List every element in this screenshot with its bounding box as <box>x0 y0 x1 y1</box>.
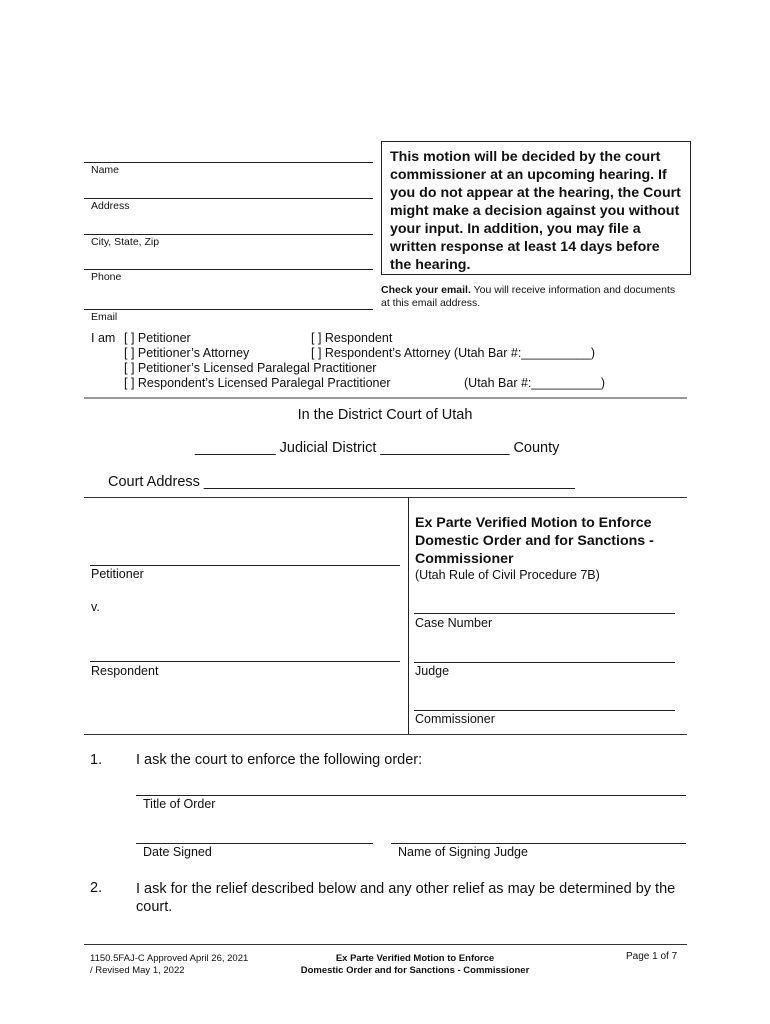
caption-bottom-border <box>84 734 687 735</box>
phone-label: Phone <box>91 271 122 283</box>
signing-judge-label: Name of Signing Judge <box>398 845 528 859</box>
rule-label: (Utah Rule of Civil Procedure 7B) <box>415 568 600 582</box>
checkbox-petitioner[interactable]: [ ] Petitioner <box>124 331 191 345</box>
checkbox-respondent-attorney[interactable]: [ ] Respondent’s Attorney (Utah Bar #:__________) <box>311 346 595 360</box>
commissioner-label: Commissioner <box>415 712 495 726</box>
item-2-text: I ask for the relief described below and any other relief as may be determined by the court. <box>136 881 676 915</box>
footer-page-number: Page 1 of 7 <box>626 951 678 962</box>
i-am-label: I am <box>91 331 116 345</box>
email-line[interactable] <box>84 309 373 310</box>
address-label: Address <box>91 200 130 212</box>
phone-line[interactable] <box>84 269 373 270</box>
motion-title: Ex Parte Verified Motion to Enforce Domestic Order and for Sanctions - Commissioner <box>415 515 654 567</box>
date-signed-label: Date Signed <box>143 845 212 859</box>
item-2-number: 2. <box>90 880 103 896</box>
signing-judge-line[interactable] <box>391 843 686 844</box>
judge-line[interactable] <box>414 662 675 663</box>
footer-revised: / Revised May 1, 2022 <box>90 965 185 976</box>
address-line[interactable] <box>84 198 373 199</box>
versus-label: v. <box>91 600 100 614</box>
name-label: Name <box>91 164 120 176</box>
date-signed-line[interactable] <box>136 843 373 844</box>
respondent-line[interactable] <box>90 661 400 662</box>
caption-top-border <box>84 497 687 498</box>
checkbox-respondent[interactable]: [ ] Respondent <box>311 331 393 345</box>
footer-title-line-1: Ex Parte Verified Motion to Enforce <box>335 953 495 964</box>
hearing-notice-text: This motion will be decided by the court commissioner at an upcoming hearing. If you do not appear at the hearing, the Court might make a decision against you without your input. In addition, you may file a written response at least 14 days before the hearing. <box>390 149 681 273</box>
caption-divider <box>408 497 409 734</box>
city-state-zip-line[interactable] <box>84 234 373 235</box>
divider <box>84 397 687 399</box>
footer-title-line-2: Domestic Order and for Sanctions - Commissioner <box>300 965 530 976</box>
checkbox-petitioner-attorney[interactable]: [ ] Petitioner’s Attorney <box>124 346 250 360</box>
court-title: In the District Court of Utah <box>297 407 473 423</box>
city-state-zip-label: City, State, Zip <box>91 236 160 248</box>
item-1-text: I ask the court to enforce the following order: <box>136 752 423 768</box>
court-address-line[interactable]: Court Address ______________________________________________ <box>108 474 575 490</box>
item-1-number: 1. <box>90 752 103 768</box>
footer-form-id: 1150.5FAJ-C Approved April 26, 2021 <box>90 953 249 964</box>
case-number-line[interactable] <box>414 613 675 614</box>
title-of-order-label: Title of Order <box>143 797 216 811</box>
email-label: Email <box>91 311 118 323</box>
checkbox-petitioner-lpp[interactable]: [ ] Petitioner’s Licensed Paralegal Practitioner <box>124 361 377 375</box>
hearing-notice-box <box>381 141 691 275</box>
commissioner-line[interactable] <box>414 710 675 711</box>
judge-label: Judge <box>415 664 450 678</box>
email-notice-text: You will receive information and documents at this email address. <box>381 284 676 309</box>
case-number-label: Case Number <box>415 616 493 630</box>
respondent-lpp-bar-number[interactable]: (Utah Bar #:__________) <box>464 376 606 390</box>
checkbox-respondent-lpp[interactable]: [ ] Respondent’s Licensed Paralegal Practitioner <box>124 376 391 390</box>
petitioner-label: Petitioner <box>91 567 144 581</box>
footer-rule <box>84 944 687 945</box>
petitioner-line[interactable] <box>90 565 400 566</box>
email-notice <box>381 284 681 310</box>
email-notice-bold: Check your email. <box>381 284 471 296</box>
district-county-line[interactable]: __________ Judicial District ________________ County <box>195 440 560 456</box>
title-of-order-line[interactable] <box>136 795 686 796</box>
respondent-label: Respondent <box>91 664 159 678</box>
name-line[interactable] <box>84 162 373 163</box>
